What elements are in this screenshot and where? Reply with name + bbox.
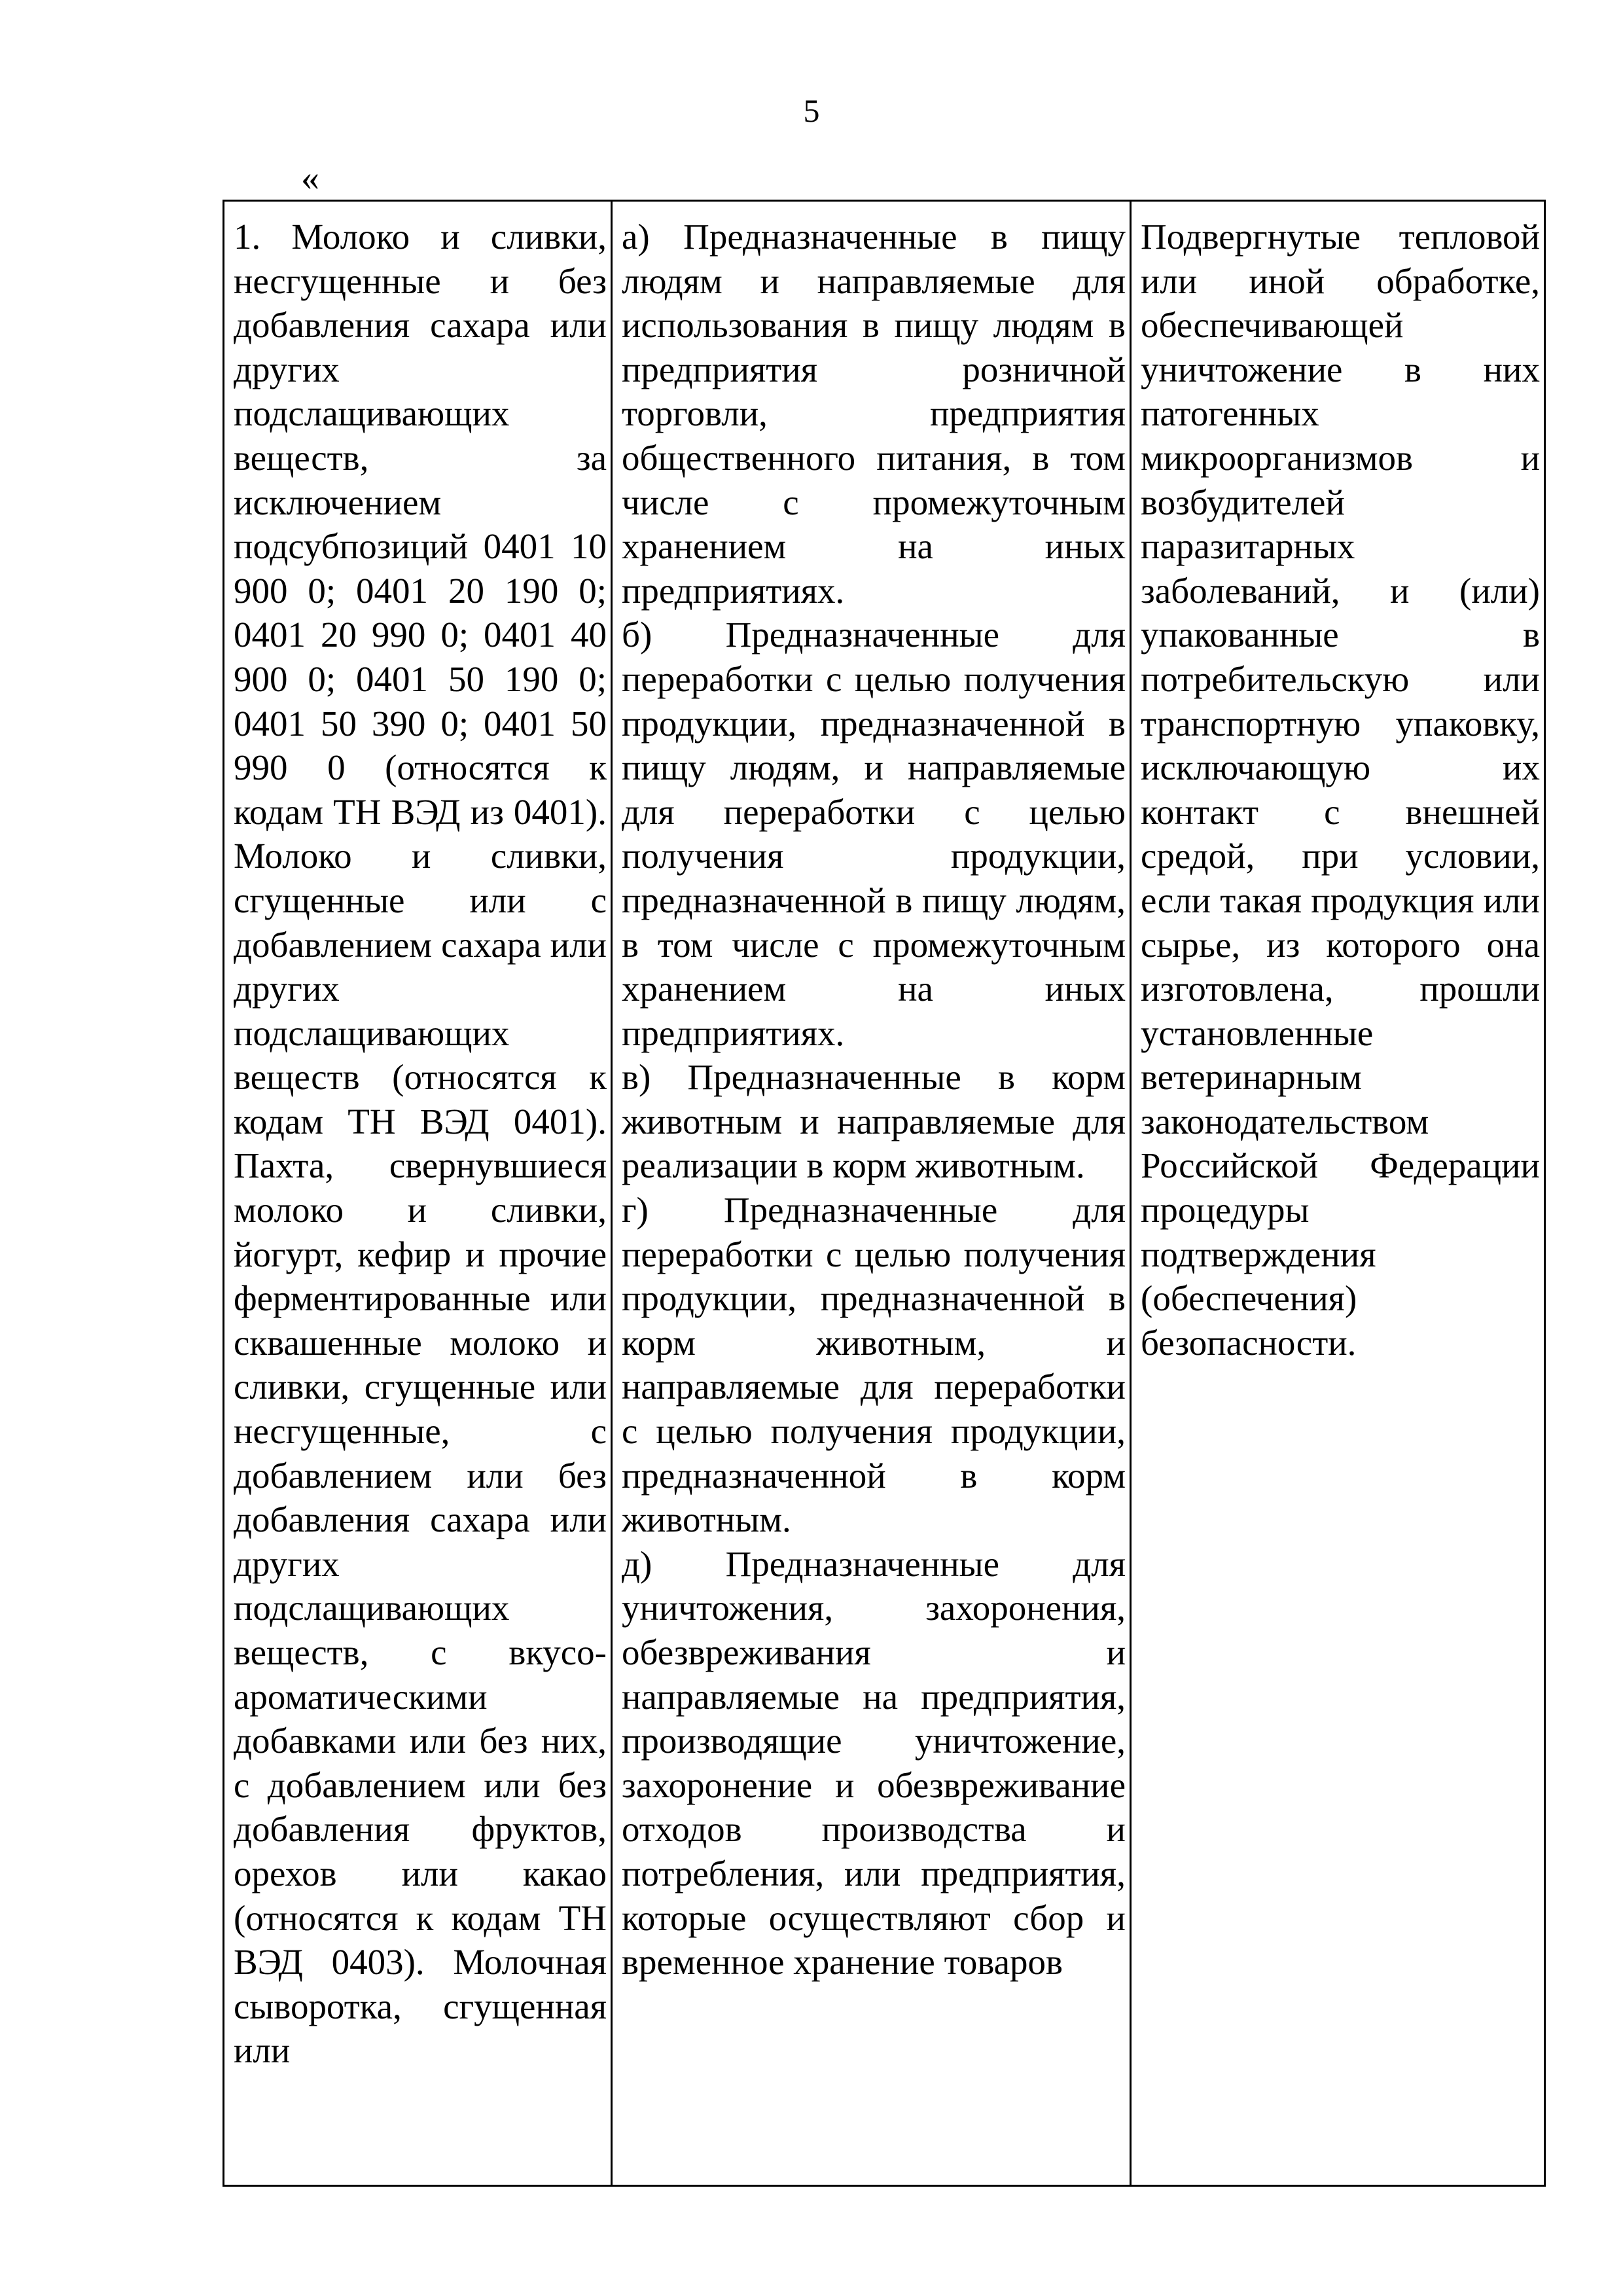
purpose-item-c: в) Предназначенные в корм животным и направляемые для реализации в корм животным. xyxy=(622,1057,1126,1186)
purpose-item-a: а) Предназначенные в пищу людям и направляемые для использования в пищу людям в предприятия розничной торговли, предприятия общественного питания, в том числе с промежуточным хранением на иных предприятиях. xyxy=(622,217,1126,611)
product-description-text: 1. Молоко и сливки, несгущенные и без добавления сахара или других подслащивающих веществ, за исключением подсубпозиций 0401 10 900 0; 0401 20 190 0; 0401 20 990 0; 0401 40 900 0; 0401 50 190 0; 0401 50 390 0; 0401 50 990 0 (относятся к кодам ТН ВЭД из 0401). Молоко и сливки, сгущенные или с добавлением сахара или других подслащивающих веществ (относятся к кодам ТН ВЭД 0401). Пахта, свернувшиеся молоко и сливки, йогурт, кефир и прочие ферментированные или сквашенные молоко и сливки, сгущенные или несгущенные, с добавлением или без добавления сахара или других подслащивающих веществ, с вкусо-ароматическими добавками или без них, с добавлением или без добавления фруктов, орехов или какао (относятся к кодам ТН ВЭД 0403). Молочная сыворотка, сгущенная или xyxy=(234,217,607,2071)
table-row xyxy=(224,201,1545,2186)
regulation-table xyxy=(223,200,1546,2187)
purpose-cell xyxy=(612,201,1131,2186)
conditions-cell xyxy=(1131,201,1545,2186)
purpose-item-e: д) Предназначенные для уничтожения, захоронения, обезвреживания и направляемые на предприятия, производящие уничтожение, захоронение и обезвреживание отходов производства и потребления, или предприятия, которые осуществляют сбор и временное хранение товаров xyxy=(622,1543,1126,1982)
conditions-text: Подвергнутые тепловой или иной обработке, обеспечивающей уничтожение в них патогенных микроорганизмов и возбудителей паразитарных заболеваний, и (или) упакованные в потребительскую или транспортную упаковку, исключающую их контакт с внешней средой, при условии, если такая продукция или сырье, из которого она изготовлена, прошли установленные ветеринарным законодательством Российской Федерации процедуры подтверждения (обеспечения) безопасности. xyxy=(1141,217,1540,1363)
purpose-item-b: б) Предназначенные для переработки с целью получения продукции, предназначенной в пищу людям, и направляемые для переработки с целью получения продукции, предназначенной в пищу людям, в том числе с промежуточным хранением на иных предприятиях. xyxy=(622,615,1126,1053)
purpose-item-d: г) Предназначенные для переработки с целью получения продукции, предназначенной в корм животным, и направляемые для переработки с целью получения продукции, предназначенной в корм животным. xyxy=(622,1190,1126,1540)
product-description-cell xyxy=(224,201,612,2186)
opening-quote-mark: « xyxy=(301,158,319,198)
page-number: 5 xyxy=(803,92,820,129)
